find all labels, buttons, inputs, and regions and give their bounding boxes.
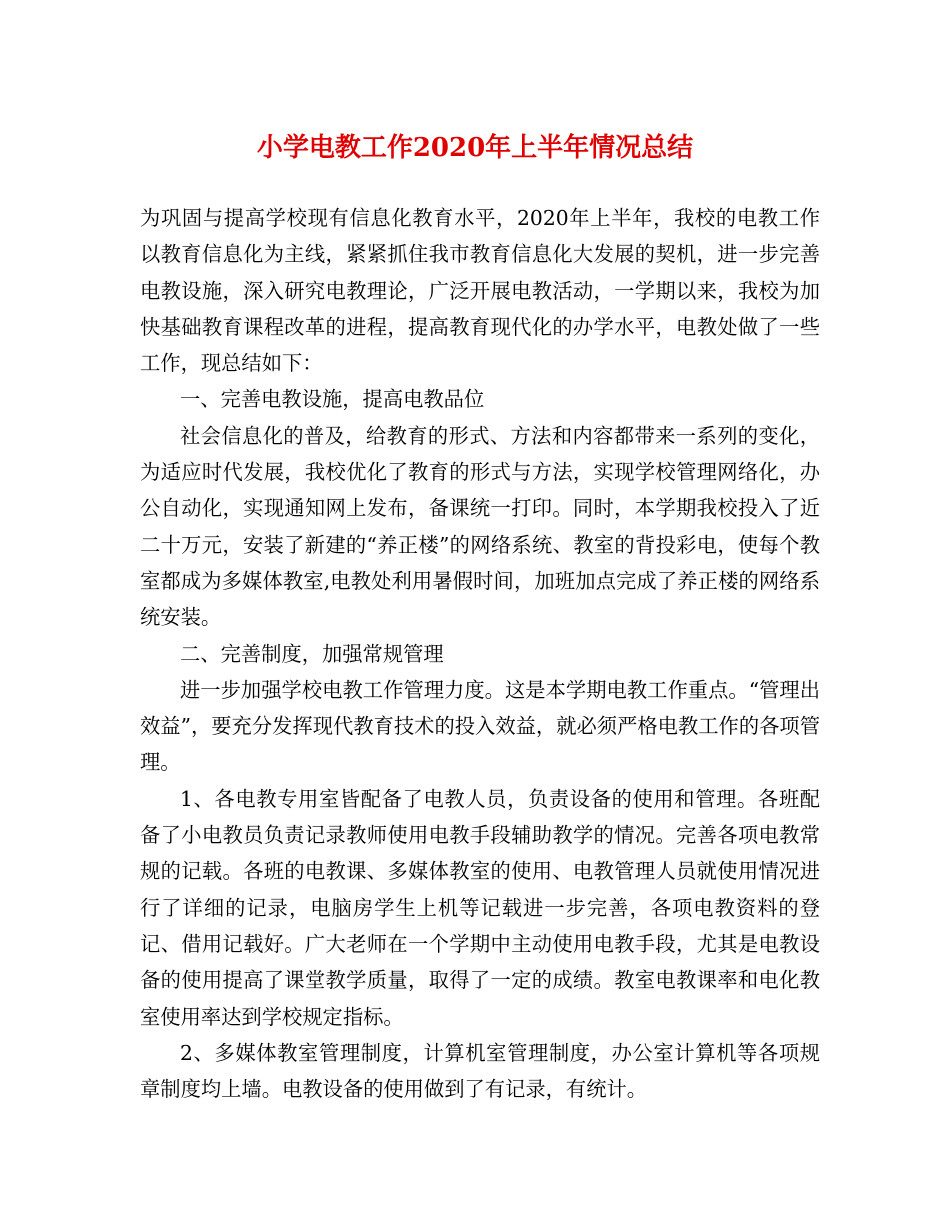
intro-paragraph: 为巩固与提高学校现有信息化教育水平，2020年上半年，我校的电教工作以教育信息化为主线，紧紧抓住我市教育信息化大发展的契机，进一步完善电教设施，深入研究电教理论，广泛开展电教活动，一学期以来，我校为加快基础教育课程改革的进程，提高教育现代化的办学水平，电教处做了一些工作，现总结如下：	[140, 206, 820, 376]
body-paragraph: 社会信息化的普及，给教育的形式、方法和内容都带来一系列的变化，为适应时代发展，我校优化了教育的形式与方法，实现学校管理网络化，办公自动化，实现通知网上发布，备课统一打印。同时，本学期我校投入了近二十万元，安装了新建的“养正楼”的网络系统、教室的背投彩电，使每个教室都成为多媒体教室,电教处利用暑假时间，加班加点完成了养正楼的网络系统安装。	[140, 423, 820, 630]
list-item-2: 2、多媒体教室管理制度，计算机室管理制度，办公室计算机等各项规章制度均上墙。电教设备的使用做到了有记录，有统计。	[140, 1040, 820, 1102]
document-title: 小学电教工作2020年上半年情况总结	[256, 133, 694, 163]
list-item-1: 1、各电教专用室皆配备了电教人员，负责设备的使用和管理。各班配备了小电教员负责记录教师使用电教手段辅助教学的情况。完善各项电教常规的记载。各班的电教课、多媒体教室的使用、电教管理人员就使用情况进行了详细的记录，电脑房学生上机等记载进一步完善，各项电教资料的登记、借用记载好。广大老师在一个学期中主动使用电教手段，尤其是电教设备的使用提高了课堂教学质量，取得了一定的成绩。教室电教课率和电化教室使用率达到学校规定指标。	[140, 786, 820, 1029]
document-body	[140, 200, 820, 1107]
section-heading-1: 一、完善电教设施，提高电教品位	[180, 387, 485, 412]
section-heading-2: 二、完善制度，加强常规管理	[180, 641, 444, 666]
body-paragraph: 进一步加强学校电教工作管理力度。这是本学期电教工作重点。“管理出效益”，要充分发挥现代教育技术的投入效益，就必须严格电教工作的各项管理。	[140, 677, 820, 775]
